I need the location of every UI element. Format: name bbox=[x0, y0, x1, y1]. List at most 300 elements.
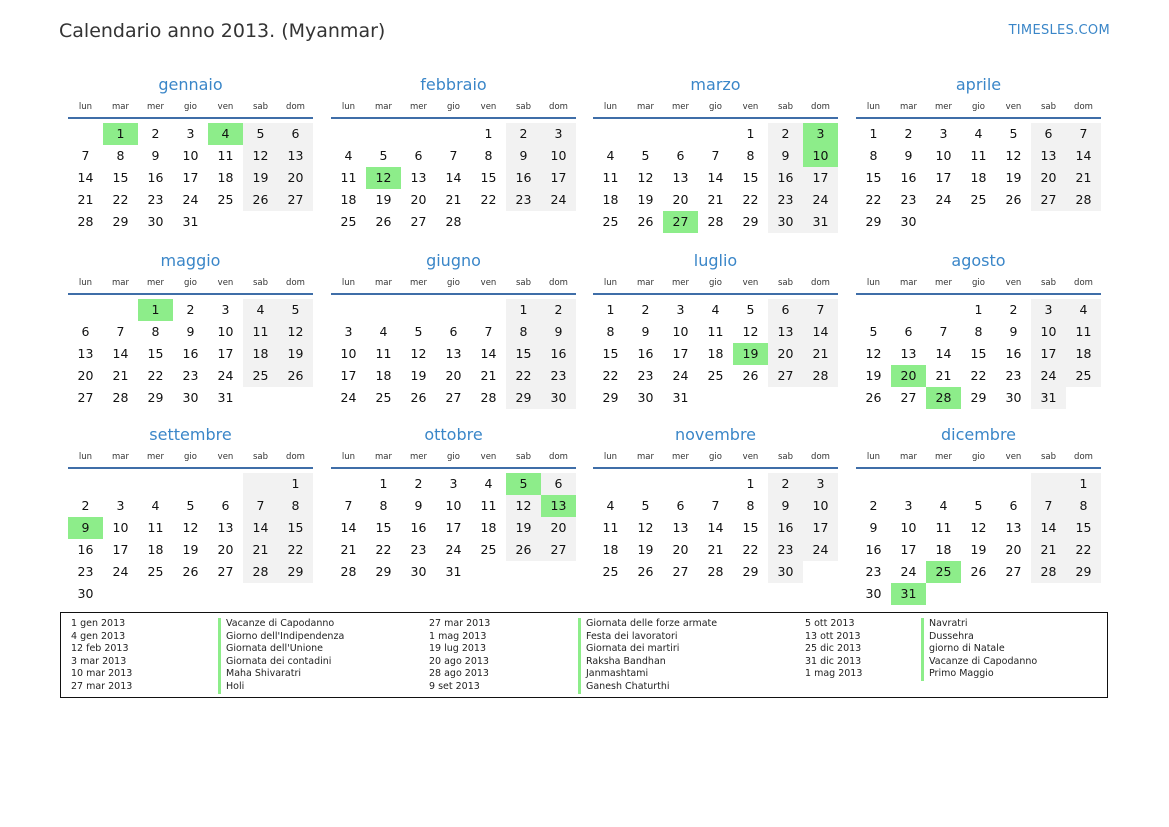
week-row bbox=[68, 167, 313, 189]
month-settembre bbox=[68, 425, 313, 605]
day-cell: 30 bbox=[147, 214, 164, 229]
weekday-label: gio bbox=[184, 102, 197, 112]
day-cell: 13 bbox=[77, 346, 94, 361]
day-cell: 18 bbox=[217, 170, 234, 185]
weekday-label: lun bbox=[603, 278, 618, 288]
day-cell: 24 bbox=[182, 192, 199, 207]
day-cell: 26 bbox=[865, 390, 882, 405]
day-cell: 29 bbox=[147, 390, 164, 405]
weekday-label: sab bbox=[777, 102, 794, 112]
legend-dates-col-2 bbox=[429, 618, 490, 694]
month-luglio bbox=[593, 251, 838, 409]
weekday-label: mer bbox=[146, 102, 164, 112]
day-cell: 14 bbox=[935, 346, 952, 361]
weekday-label: sab bbox=[1040, 102, 1057, 112]
week-row bbox=[68, 583, 313, 605]
day-cell: 4 bbox=[606, 148, 615, 163]
weekday-label: dom bbox=[286, 278, 305, 288]
day-cell: 11 bbox=[375, 346, 392, 361]
empty-cell bbox=[401, 123, 436, 145]
legend-holiday-name: Primo Maggio bbox=[921, 668, 1037, 681]
weekday-label: ven bbox=[742, 278, 759, 288]
month-name: novembre bbox=[674, 425, 757, 444]
empty-cell bbox=[961, 583, 996, 605]
week-row bbox=[856, 583, 1101, 605]
empty-cell bbox=[856, 299, 891, 321]
legend-holiday-name: Vacanze di Capodanno bbox=[921, 656, 1037, 669]
day-cell: 3 bbox=[221, 302, 230, 317]
legend-holiday-date: 3 mar 2013 bbox=[71, 655, 127, 667]
week-row bbox=[68, 321, 313, 343]
day-cell: 29 bbox=[742, 564, 759, 579]
week-row bbox=[331, 189, 576, 211]
week-row bbox=[593, 495, 838, 517]
day-cell: 5 bbox=[974, 498, 983, 513]
day-cell: 11 bbox=[217, 148, 234, 163]
weekday-label: lun bbox=[78, 452, 93, 462]
day-cell: 1 bbox=[746, 476, 755, 491]
legend-holiday-name: Festa dei lavoratori bbox=[578, 631, 717, 644]
day-cell: 18 bbox=[602, 192, 619, 207]
day-cell: 4 bbox=[606, 498, 615, 513]
day-cell: 26 bbox=[742, 368, 759, 383]
day-cell: 3 bbox=[186, 126, 195, 141]
day-cell: 2 bbox=[869, 498, 878, 513]
day-cell: 3 bbox=[676, 302, 685, 317]
empty-cell bbox=[243, 387, 278, 409]
day-cell: 6 bbox=[904, 324, 913, 339]
day-cell: 19 bbox=[637, 192, 654, 207]
day-cell: 14 bbox=[112, 346, 129, 361]
weekday-label: dom bbox=[1074, 278, 1093, 288]
legend-holiday-date: 19 lug 2013 bbox=[429, 643, 486, 655]
day-cell: 23 bbox=[541, 365, 576, 387]
day-cell: 13 bbox=[672, 520, 689, 535]
day-cell: 22 bbox=[602, 368, 619, 383]
weekday-label: gio bbox=[447, 278, 460, 288]
week-row bbox=[593, 189, 838, 211]
weekday-label: sab bbox=[252, 102, 269, 112]
day-cell: 5 bbox=[278, 299, 313, 321]
empty-cell bbox=[856, 473, 891, 495]
day-cell: 13 bbox=[1031, 145, 1066, 167]
day-cell: 24 bbox=[803, 539, 838, 561]
empty-cell bbox=[663, 123, 698, 145]
week-row bbox=[331, 561, 576, 583]
day-cell: 20 bbox=[410, 192, 427, 207]
week-row bbox=[593, 167, 838, 189]
legend-holiday-name: Janmashtami bbox=[578, 668, 717, 681]
day-cell: 8 bbox=[869, 148, 878, 163]
weekday-label: ven bbox=[1005, 278, 1022, 288]
day-cell: 20 bbox=[278, 167, 313, 189]
weekday-label: mar bbox=[900, 278, 917, 288]
week-row bbox=[68, 495, 313, 517]
day-cell: 10 bbox=[935, 148, 952, 163]
day-cell: 6 bbox=[81, 324, 90, 339]
empty-cell bbox=[593, 123, 628, 145]
day-cell: 31 bbox=[803, 211, 838, 233]
week-row bbox=[593, 123, 838, 145]
day-cell: 17 bbox=[182, 170, 199, 185]
day-cell: 20 bbox=[77, 368, 94, 383]
empty-cell bbox=[891, 473, 926, 495]
day-cell: 12 bbox=[865, 346, 882, 361]
week-row bbox=[593, 343, 838, 365]
day-cell: 2 bbox=[641, 302, 650, 317]
empty-cell bbox=[541, 561, 576, 583]
week-row bbox=[856, 539, 1101, 561]
empty-cell bbox=[173, 473, 208, 495]
day-cell: 14 bbox=[445, 170, 462, 185]
weekday-label: ven bbox=[1005, 452, 1022, 462]
weekday-label: gio bbox=[447, 102, 460, 112]
day-cell: 6 bbox=[221, 498, 230, 513]
weekday-label: mar bbox=[637, 278, 654, 288]
week-row bbox=[593, 299, 838, 321]
week-row bbox=[331, 517, 576, 539]
weekday-label: sab bbox=[777, 452, 794, 462]
legend-holiday-name: Giornata delle forze armate bbox=[578, 618, 717, 631]
day-cell: 13 bbox=[217, 520, 234, 535]
weekday-label: mer bbox=[934, 452, 952, 462]
weekday-label: gio bbox=[972, 452, 985, 462]
day-cell: 24 bbox=[935, 192, 952, 207]
weekday-label: mer bbox=[671, 102, 689, 112]
holiday-day-cell: 9 bbox=[68, 517, 103, 539]
legend-holiday-date: 27 mar 2013 bbox=[71, 680, 133, 692]
weekday-label: dom bbox=[549, 278, 568, 288]
month-dicembre bbox=[856, 425, 1101, 605]
empty-cell bbox=[471, 299, 506, 321]
day-cell: 19 bbox=[375, 192, 392, 207]
day-cell: 4 bbox=[344, 148, 353, 163]
day-cell: 12 bbox=[742, 324, 759, 339]
day-cell: 14 bbox=[803, 321, 838, 343]
day-cell: 16 bbox=[1005, 346, 1022, 361]
day-cell: 18 bbox=[935, 542, 952, 557]
day-cell: 16 bbox=[768, 167, 803, 189]
legend-holiday-date: 28 ago 2013 bbox=[429, 668, 489, 680]
day-cell: 6 bbox=[414, 148, 423, 163]
month-name: marzo bbox=[690, 75, 741, 94]
weekday-label: mar bbox=[375, 452, 392, 462]
day-cell: 9 bbox=[641, 324, 650, 339]
week-row bbox=[331, 539, 576, 561]
day-cell: 23 bbox=[900, 192, 917, 207]
day-cell: 15 bbox=[865, 170, 882, 185]
day-cell: 5 bbox=[746, 302, 755, 317]
legend-names-col-1 bbox=[218, 618, 344, 694]
day-cell: 28 bbox=[707, 564, 724, 579]
weekday-label: sab bbox=[777, 278, 794, 288]
day-cell: 14 bbox=[480, 346, 497, 361]
day-cell: 30 bbox=[637, 390, 654, 405]
weekday-label: lun bbox=[78, 102, 93, 112]
day-cell: 5 bbox=[1009, 126, 1018, 141]
day-cell: 20 bbox=[1005, 542, 1022, 557]
day-cell: 19 bbox=[970, 542, 987, 557]
day-cell: 8 bbox=[1066, 495, 1101, 517]
legend-names-col-3 bbox=[921, 618, 1037, 681]
day-cell: 27 bbox=[278, 189, 313, 211]
day-cell: 16 bbox=[410, 520, 427, 535]
weekday-label: lun bbox=[866, 278, 881, 288]
weekday-label: gio bbox=[972, 278, 985, 288]
day-cell: 15 bbox=[1066, 517, 1101, 539]
week-row bbox=[68, 211, 313, 233]
holiday-day-cell: 31 bbox=[891, 583, 926, 605]
day-cell: 16 bbox=[77, 542, 94, 557]
day-cell: 9 bbox=[414, 498, 423, 513]
empty-cell bbox=[243, 583, 278, 605]
week-row bbox=[331, 211, 576, 233]
month-agosto bbox=[856, 251, 1101, 409]
weekday-label: gio bbox=[709, 102, 722, 112]
day-cell: 23 bbox=[147, 192, 164, 207]
day-cell: 30 bbox=[900, 214, 917, 229]
empty-cell bbox=[173, 583, 208, 605]
empty-cell bbox=[926, 583, 961, 605]
empty-cell bbox=[278, 211, 313, 233]
empty-cell bbox=[926, 211, 961, 233]
day-cell: 27 bbox=[217, 564, 234, 579]
day-cell: 12 bbox=[637, 520, 654, 535]
day-cell: 17 bbox=[803, 167, 838, 189]
day-cell: 21 bbox=[935, 368, 952, 383]
month-name: dicembre bbox=[940, 425, 1017, 444]
day-cell: 1 bbox=[606, 302, 615, 317]
day-cell: 28 bbox=[480, 390, 497, 405]
day-cell: 21 bbox=[112, 368, 129, 383]
empty-cell bbox=[1031, 583, 1066, 605]
day-cell: 11 bbox=[602, 520, 619, 535]
day-cell: 16 bbox=[506, 167, 541, 189]
day-cell: 10 bbox=[182, 148, 199, 163]
day-cell: 3 bbox=[344, 324, 353, 339]
weekday-header bbox=[856, 99, 1101, 119]
empty-cell bbox=[331, 123, 366, 145]
day-cell: 9 bbox=[541, 321, 576, 343]
legend-holiday-date: 9 set 2013 bbox=[429, 680, 480, 692]
empty-cell bbox=[663, 473, 698, 495]
day-cell: 21 bbox=[803, 343, 838, 365]
month-name: febbraio bbox=[420, 75, 487, 94]
holiday-day-cell: 3 bbox=[803, 123, 838, 145]
month-name: luglio bbox=[693, 251, 738, 270]
holiday-day-cell: 13 bbox=[541, 495, 576, 517]
month-giugno bbox=[331, 251, 576, 409]
legend-holiday-date: 20 ago 2013 bbox=[429, 655, 489, 667]
day-cell: 18 bbox=[243, 343, 278, 365]
day-cell: 25 bbox=[217, 192, 234, 207]
month-maggio bbox=[68, 251, 313, 409]
empty-cell bbox=[926, 299, 961, 321]
weekday-label: ven bbox=[1005, 102, 1022, 112]
day-cell: 21 bbox=[243, 539, 278, 561]
day-cell: 22 bbox=[506, 365, 541, 387]
day-cell: 5 bbox=[641, 498, 650, 513]
week-row bbox=[856, 123, 1101, 145]
week-row bbox=[593, 387, 838, 409]
week-row bbox=[856, 299, 1101, 321]
day-cell: 8 bbox=[278, 495, 313, 517]
day-cell: 8 bbox=[746, 148, 755, 163]
day-cell: 8 bbox=[484, 148, 493, 163]
week-row bbox=[856, 561, 1101, 583]
legend-holiday-date: 13 ott 2013 bbox=[805, 630, 861, 642]
day-cell: 11 bbox=[340, 170, 357, 185]
legend-holiday-date: 12 feb 2013 bbox=[71, 643, 129, 655]
empty-cell bbox=[698, 123, 733, 145]
site-link[interactable]: TIMESLES.COM bbox=[1008, 23, 1110, 38]
day-cell: 23 bbox=[77, 564, 94, 579]
week-row bbox=[593, 473, 838, 495]
day-cell: 26 bbox=[243, 189, 278, 211]
empty-cell bbox=[926, 473, 961, 495]
week-row bbox=[331, 343, 576, 365]
weekday-label: ven bbox=[480, 102, 497, 112]
empty-cell bbox=[103, 583, 138, 605]
day-cell: 24 bbox=[217, 368, 234, 383]
day-cell: 19 bbox=[506, 517, 541, 539]
day-cell: 2 bbox=[81, 498, 90, 513]
day-cell: 10 bbox=[340, 346, 357, 361]
legend-holiday-date: 5 ott 2013 bbox=[805, 618, 855, 629]
page-title: Calendario anno 2013. (Myanmar) bbox=[59, 20, 386, 42]
day-cell: 12 bbox=[410, 346, 427, 361]
weekday-label: sab bbox=[1040, 278, 1057, 288]
empty-cell bbox=[436, 123, 471, 145]
day-cell: 10 bbox=[112, 520, 129, 535]
empty-cell bbox=[698, 387, 733, 409]
day-cell: 18 bbox=[707, 346, 724, 361]
day-cell: 24 bbox=[672, 368, 689, 383]
legend-holiday-date: 27 mar 2013 bbox=[429, 618, 491, 629]
day-cell: 19 bbox=[637, 542, 654, 557]
weekday-label: ven bbox=[480, 452, 497, 462]
day-cell: 8 bbox=[151, 324, 160, 339]
day-cell: 17 bbox=[900, 542, 917, 557]
month-ottobre bbox=[331, 425, 576, 583]
month-name: aprile bbox=[955, 75, 1002, 94]
week-row bbox=[68, 473, 313, 495]
legend-holiday-name: Giornata dell'Unione bbox=[218, 643, 344, 656]
weekday-label: ven bbox=[217, 278, 234, 288]
day-cell: 17 bbox=[935, 170, 952, 185]
day-cell: 31 bbox=[445, 564, 462, 579]
day-cell: 20 bbox=[1031, 167, 1066, 189]
weekday-label: dom bbox=[286, 452, 305, 462]
day-cell: 9 bbox=[151, 148, 160, 163]
day-cell: 17 bbox=[340, 368, 357, 383]
day-cell: 13 bbox=[278, 145, 313, 167]
day-cell: 26 bbox=[375, 214, 392, 229]
day-cell: 6 bbox=[278, 123, 313, 145]
empty-cell bbox=[1066, 387, 1101, 409]
day-cell: 6 bbox=[541, 473, 576, 495]
day-cell: 13 bbox=[410, 170, 427, 185]
day-cell: 11 bbox=[147, 520, 164, 535]
empty-cell bbox=[506, 561, 541, 583]
weekday-label: ven bbox=[742, 102, 759, 112]
week-row bbox=[593, 321, 838, 343]
day-cell: 22 bbox=[375, 542, 392, 557]
day-cell: 22 bbox=[742, 192, 759, 207]
day-cell: 30 bbox=[1005, 390, 1022, 405]
day-cell: 25 bbox=[970, 192, 987, 207]
day-cell: 5 bbox=[186, 498, 195, 513]
day-cell: 1 bbox=[506, 299, 541, 321]
day-cell: 14 bbox=[1066, 145, 1101, 167]
week-row bbox=[331, 495, 576, 517]
month-name: giugno bbox=[426, 251, 481, 270]
day-cell: 1 bbox=[1066, 473, 1101, 495]
day-cell: 29 bbox=[506, 387, 541, 409]
week-row bbox=[856, 387, 1101, 409]
day-cell: 29 bbox=[602, 390, 619, 405]
weekday-header bbox=[856, 275, 1101, 295]
holiday-day-cell: 19 bbox=[733, 343, 768, 365]
legend-holiday-name: Maha Shivaratri bbox=[218, 668, 344, 681]
day-cell: 31 bbox=[672, 390, 689, 405]
legend-holiday-name: Dussehra bbox=[921, 631, 1037, 644]
day-cell: 23 bbox=[637, 368, 654, 383]
empty-cell bbox=[1031, 473, 1066, 495]
day-cell: 7 bbox=[484, 324, 493, 339]
day-cell: 3 bbox=[904, 498, 913, 513]
day-cell: 15 bbox=[480, 170, 497, 185]
week-row bbox=[856, 473, 1101, 495]
legend-holiday-name: Raksha Bandhan bbox=[578, 656, 717, 669]
day-cell: 12 bbox=[278, 321, 313, 343]
day-cell: 3 bbox=[803, 473, 838, 495]
day-cell: 4 bbox=[1066, 299, 1101, 321]
day-cell: 14 bbox=[707, 170, 724, 185]
day-cell: 16 bbox=[900, 170, 917, 185]
day-cell: 5 bbox=[379, 148, 388, 163]
day-cell: 21 bbox=[340, 542, 357, 557]
day-cell: 11 bbox=[1066, 321, 1101, 343]
day-cell: 18 bbox=[147, 542, 164, 557]
weekday-label: mar bbox=[900, 452, 917, 462]
day-cell: 9 bbox=[869, 520, 878, 535]
weekday-label: lun bbox=[866, 102, 881, 112]
day-cell: 12 bbox=[243, 145, 278, 167]
day-cell: 27 bbox=[410, 214, 427, 229]
day-cell: 28 bbox=[803, 365, 838, 387]
legend-holiday-date: 31 dic 2013 bbox=[805, 655, 862, 667]
empty-cell bbox=[208, 473, 243, 495]
day-cell: 27 bbox=[445, 390, 462, 405]
day-cell: 21 bbox=[445, 192, 462, 207]
day-cell: 15 bbox=[742, 520, 759, 535]
day-cell: 13 bbox=[768, 321, 803, 343]
day-cell: 7 bbox=[711, 148, 720, 163]
day-cell: 20 bbox=[445, 368, 462, 383]
day-cell: 24 bbox=[900, 564, 917, 579]
weekday-label: lun bbox=[341, 278, 356, 288]
day-cell: 23 bbox=[768, 189, 803, 211]
day-cell: 7 bbox=[344, 498, 353, 513]
day-cell: 1 bbox=[869, 126, 878, 141]
day-cell: 31 bbox=[182, 214, 199, 229]
day-cell: 3 bbox=[1031, 299, 1066, 321]
day-cell: 1 bbox=[746, 126, 755, 141]
day-cell: 10 bbox=[803, 495, 838, 517]
day-cell: 30 bbox=[410, 564, 427, 579]
day-cell: 5 bbox=[641, 148, 650, 163]
